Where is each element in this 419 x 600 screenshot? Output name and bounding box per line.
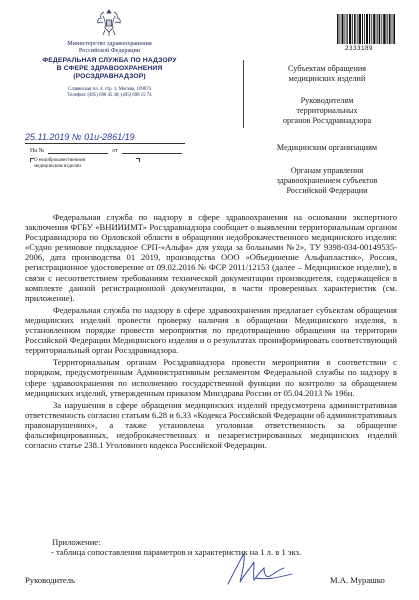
- recipient-bracket: [243, 60, 249, 128]
- recipient-subjects: Субъектам обращения медицинских изделий: [288, 64, 366, 83]
- handwritten-signature: [220, 548, 300, 593]
- body-paragraph: Территориальным органам Росздравнадзора провести мероприятия в соответствии с порядком, предусмотренным Административным регламентом Федеральной службы по надзору в сфере здравоохранения по исполнению государственной функции по контролю за обращением медицинских изделий, утвержденным приказом Минздрава России от 05.04.2013 № 196н.: [25, 357, 397, 398]
- body-paragraph: За нарушения в сфере обращения медицинских изделий предусмотрена административная ответственность согласно статьям 6.28 и 6.33 «Кодекса Российской Федерации об административных правонарушениях», а также установлена уголовная ответственность за обращение фальсифицированных, недоброкачественных и незарегистрированных медицинских изделий согласно статье 238.1 Уголовного кодекса Российской Федерации.: [25, 399, 397, 451]
- service-name: ФЕДЕРАЛЬНАЯ СЛУЖБА ПО НАДЗОРУ В СФЕРЕ ЗДРАВООХРАНЕНИЯ (РОСЗДРАВНАДЗОР): [42, 57, 177, 80]
- appendix-item: - таблица сопоставления параметров и характеристик на 1 л. в 1 экз.: [51, 547, 302, 558]
- barcode-number: 2333189: [345, 45, 374, 52]
- appendix-label: Приложение:: [52, 537, 101, 547]
- recipient-territorial-heads: Руководителям территориальных органов Росздравнадзора: [282, 96, 372, 125]
- reference-row: На № от: [30, 148, 186, 154]
- service-address: Славянская пл. 4, стр. 1, Москва, 109074 Телефон: (495) 698 45 38; (495) 698 15 74: [67, 87, 152, 98]
- letter-body: [25, 212, 397, 452]
- body-paragraph: Федеральная служба по надзору в сфере здравоохранения на основании экспертного заключения ФГБУ «ВНИИИМТ» Росздравнадзора сообщает о выявлении территориальным органом Росздравнадзора по Орловской области в обращении недоброкачественного медицинского изделия: «Судно резиновое подкладное СРП-«Альфа» для ухода за больными №2», ТУ 9398-034-00149535-2006, дата производства 01 2019, производства ООО «Объединение Альфапластик», Россия, регистрационное удостоверение от 09.02.2016 № ФСР 2011/12153 (далее – Медицинское изделие), в связи с несоответствием требованиям технической документации производителя, содержащейся в комплекте данной регистрационной документации, в части проверенных характеристик (см. приложение).: [25, 212, 397, 303]
- recipient-medical-organizations: Медицинским организациям: [276, 143, 378, 152]
- letterhead: [22, 40, 197, 99]
- registration-number: 25.11.2019 № 01и-2861/19: [25, 132, 135, 142]
- registration-underline: [25, 143, 185, 144]
- signer-name: М.А. Мурашко: [330, 575, 385, 585]
- body-paragraph: Федеральная служба по надзору в сфере здравоохранения предлагает субъектам обращения медицинских изделий провести проверку наличия в обращении Медицинского изделия, в установленном порядке провести мероприятия по предотвращению обращения на территории Российской Федерации Медицинского изделия и о результатах проинформировать соответствующий территориальный орган Росздравнадзора.: [25, 304, 397, 356]
- barcode: [337, 14, 395, 44]
- letter-topic: О недоброкачественном медицинском изделии: [30, 158, 140, 170]
- ministry-name: Министерство здравоохранения Российской Федерации: [67, 40, 152, 54]
- signer-role: Руководитель: [25, 575, 75, 585]
- recipient-health-authorities: Органам управления здравоохранением субъектов Российской Федерации: [276, 166, 378, 195]
- double-headed-eagle-icon: [95, 6, 123, 38]
